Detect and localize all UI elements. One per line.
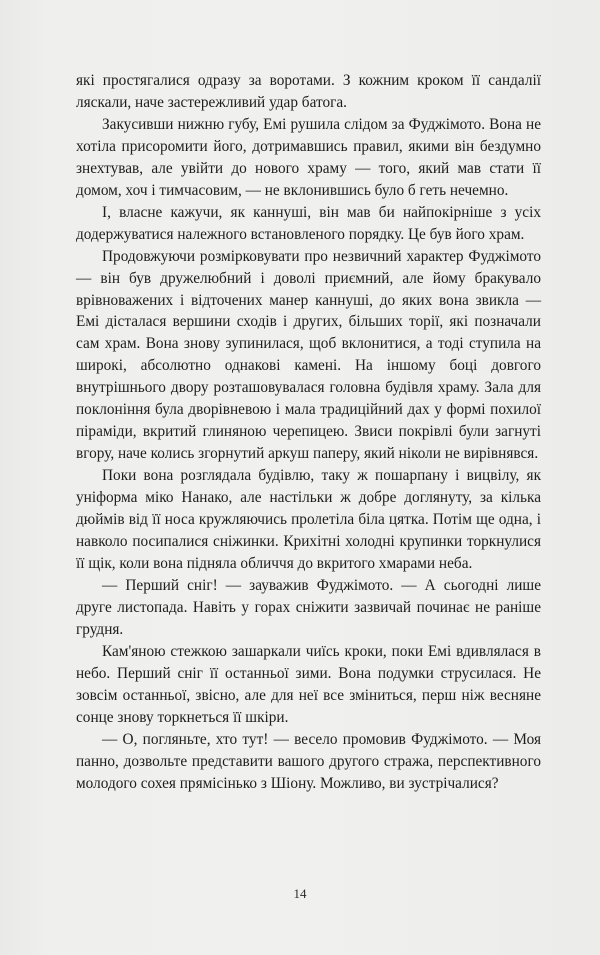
paragraph-7: Кам'яною стежкою зашаркали чиїсь кроки, поки Емі вдивлялася в небо. Перший сніг її останньої зими. Вона подумки струсилася. Не зовсім останньої, звісно, але для неї все зміниться, перш ніж весняне сонце знову торкнеться її шкіри. <box>76 642 541 726</box>
paragraph-4: Продовжуючи розмірковувати про незвичний характер Фуджімото — він був дружелюбний і доволі приємний, але йому бракувало врівноважених і відточених манер каннуші, до яких вона звикла — Емі дісталася вершини сходів і других, більших торії, які позначали сам храм. Вона знову зупинилася, щоб вклонитися, а тоді ступила на широкі, абсолютно однакові камені. На іншому боці довгого внутрішнього двору розташовувалася головна будівля храму. Зала для поклоніння була дворівневою і мала традиційний дах у формі похилої піраміди, вкритий глиняною черепицею. Звиси покрівлі були загнуті вгору, наче колись згорнутий аркуш паперу, який ніколи не вирівнявся. <box>76 247 541 463</box>
page-number: 14 <box>293 886 307 901</box>
paragraph-5: Поки вона розглядала будівлю, таку ж пошарпану і вицвілу, як уніформа міко Нанако, але настільки ж добре доглянуту, за кілька дюймів від її носа кружляючись пролетіла біла цятка. Потім ще одна, і навколо посипалися сніжинки. Крихітні холодні крупинки торкнулися її щік, коли вона підняла обличчя до вкритого хмарами неба. <box>76 467 541 572</box>
body-text <box>76 70 541 794</box>
paragraph-2: Закусивши нижню губу, Емі рушила слідом за Фуджімото. Вона не хотіла присоромити його, дотримавшись правил, якими він бездумно знехтував, але увійти до нового храму — того, який мав стати її домом, хоч і тимчасовим, — не вклонившись було б геть нечемно. <box>76 115 541 199</box>
paragraph-1: які простягалися одразу за воротами. З кожним кроком її сандалії ляскали, наче застережливий удар батога. <box>76 72 541 111</box>
paragraph-3: І, власне кажучи, як каннуші, він мав би найпокірніше з усіх додержуватися належного встановленого порядку. Це був його храм. <box>76 203 541 243</box>
paragraph-8: — О, погляньте, хто тут! — весело промовив Фуджімото. — Моя панно, дозвольте представити вашого другого стража, перспективного молодого сохея прямісінько з Шіону. Можливо, ви зустрічалися? <box>76 730 541 792</box>
paragraph-6: — Перший сніг! — зауважив Фуджімото. — А сьогодні лише друге листопада. Навіть у горах сніжити зазвичай починає не раніше грудня. <box>76 576 541 638</box>
